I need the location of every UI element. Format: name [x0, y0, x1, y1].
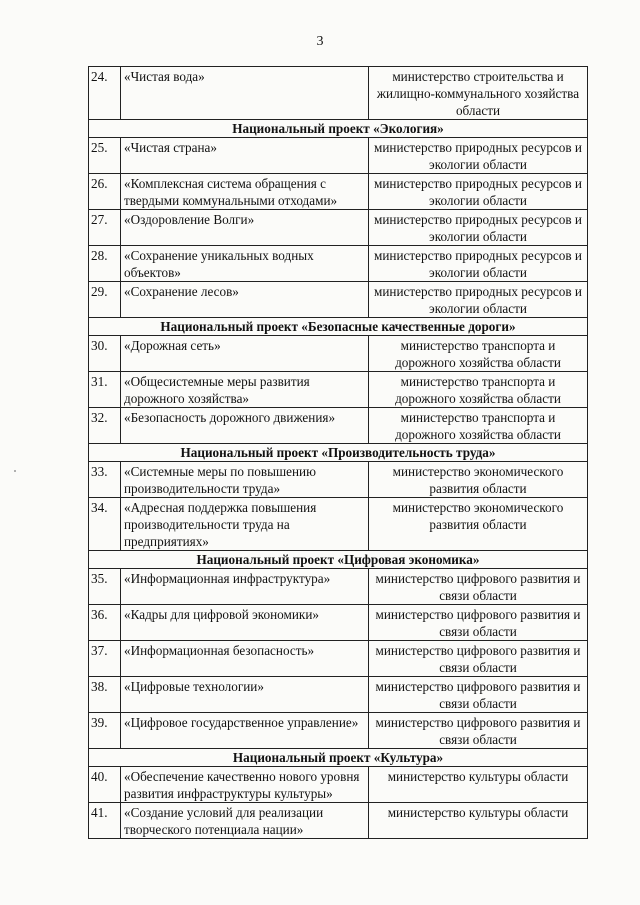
section-title: Национальный проект «Безопасные качественные дороги» [89, 318, 588, 336]
project-name: «Чистая вода» [121, 67, 369, 120]
responsible-ministry: министерство природных ресурсов и экологии области [369, 210, 588, 246]
responsible-ministry: министерство цифрового развития и связи области [369, 677, 588, 713]
table-row [89, 605, 588, 641]
row-number: 40. [89, 767, 121, 803]
responsible-ministry: министерство природных ресурсов и экологии области [369, 174, 588, 210]
section-header-row [89, 749, 588, 767]
table-row [89, 372, 588, 408]
project-name: «Цифровые технологии» [121, 677, 369, 713]
project-name: «Комплексная система обращения с твердыми коммунальными отходами» [121, 174, 369, 210]
row-number: 37. [89, 641, 121, 677]
row-number: 25. [89, 138, 121, 174]
section-title: Национальный проект «Производительность труда» [89, 444, 588, 462]
row-number: 32. [89, 408, 121, 444]
project-name: «Обеспечение качественно нового уровня развития инфраструктуры культуры» [121, 767, 369, 803]
responsible-ministry: министерство транспорта и дорожного хозяйства области [369, 408, 588, 444]
table-row [89, 803, 588, 839]
table-row [89, 677, 588, 713]
responsible-ministry: министерство культуры области [369, 803, 588, 839]
table-row [89, 336, 588, 372]
row-number: 28. [89, 246, 121, 282]
row-number: 38. [89, 677, 121, 713]
table-row [89, 174, 588, 210]
projects-table [88, 66, 588, 839]
responsible-ministry: министерство цифрового развития и связи области [369, 569, 588, 605]
section-header-row [89, 551, 588, 569]
page-number: 3 [316, 34, 324, 49]
project-name: «Сохранение уникальных водных объектов» [121, 246, 369, 282]
responsible-ministry: министерство экономического развития области [369, 462, 588, 498]
row-number: 29. [89, 282, 121, 318]
responsible-ministry: министерство природных ресурсов и экологии области [369, 282, 588, 318]
responsible-ministry: министерство цифрового развития и связи области [369, 605, 588, 641]
section-header-row [89, 318, 588, 336]
row-number: 36. [89, 605, 121, 641]
project-name: «Оздоровление Волги» [121, 210, 369, 246]
section-title: Национальный проект «Цифровая экономика» [89, 551, 588, 569]
project-name: «Системные меры по повышению производительности труда» [121, 462, 369, 498]
section-title: Национальный проект «Культура» [89, 749, 588, 767]
table-row [89, 462, 588, 498]
responsible-ministry: министерство транспорта и дорожного хозяйства области [369, 336, 588, 372]
row-number: 34. [89, 498, 121, 551]
table-row [89, 282, 588, 318]
row-number: 24. [89, 67, 121, 120]
project-name: «Сохранение лесов» [121, 282, 369, 318]
project-name: «Цифровое государственное управление» [121, 713, 369, 749]
row-number: 35. [89, 569, 121, 605]
project-name: «Создание условий для реализации творческого потенциала нации» [121, 803, 369, 839]
table-row [89, 408, 588, 444]
responsible-ministry: министерство цифрового развития и связи области [369, 713, 588, 749]
project-name: «Адресная поддержка повышения производительности труда на предприятиях» [121, 498, 369, 551]
table-row [89, 246, 588, 282]
projects-table-body [89, 67, 588, 839]
table-row [89, 641, 588, 677]
table-row [89, 767, 588, 803]
row-number: 31. [89, 372, 121, 408]
responsible-ministry: министерство природных ресурсов и экологии области [369, 246, 588, 282]
section-header-row [89, 444, 588, 462]
row-number: 41. [89, 803, 121, 839]
row-number: 27. [89, 210, 121, 246]
table-row [89, 498, 588, 551]
project-name: «Информационная безопасность» [121, 641, 369, 677]
project-name: «Общесистемные меры развития дорожного хозяйства» [121, 372, 369, 408]
responsible-ministry: министерство цифрового развития и связи области [369, 641, 588, 677]
responsible-ministry: министерство транспорта и дорожного хозяйства области [369, 372, 588, 408]
project-name: «Информационная инфраструктура» [121, 569, 369, 605]
project-name: «Чистая страна» [121, 138, 369, 174]
responsible-ministry: министерство природных ресурсов и экологии области [369, 138, 588, 174]
table-row [89, 713, 588, 749]
scan-speck [14, 470, 16, 472]
project-name: «Безопасность дорожного движения» [121, 408, 369, 444]
row-number: 26. [89, 174, 121, 210]
responsible-ministry: министерство культуры области [369, 767, 588, 803]
table-row [89, 569, 588, 605]
section-header-row [89, 120, 588, 138]
project-name: «Кадры для цифровой экономики» [121, 605, 369, 641]
row-number: 30. [89, 336, 121, 372]
table-row [89, 210, 588, 246]
project-name: «Дорожная сеть» [121, 336, 369, 372]
responsible-ministry: министерство строительства и жилищно-коммунального хозяйства области [369, 67, 588, 120]
table-row [89, 67, 588, 120]
row-number: 39. [89, 713, 121, 749]
section-title: Национальный проект «Экология» [89, 120, 588, 138]
row-number: 33. [89, 462, 121, 498]
table-row [89, 138, 588, 174]
responsible-ministry: министерство экономического развития области [369, 498, 588, 551]
